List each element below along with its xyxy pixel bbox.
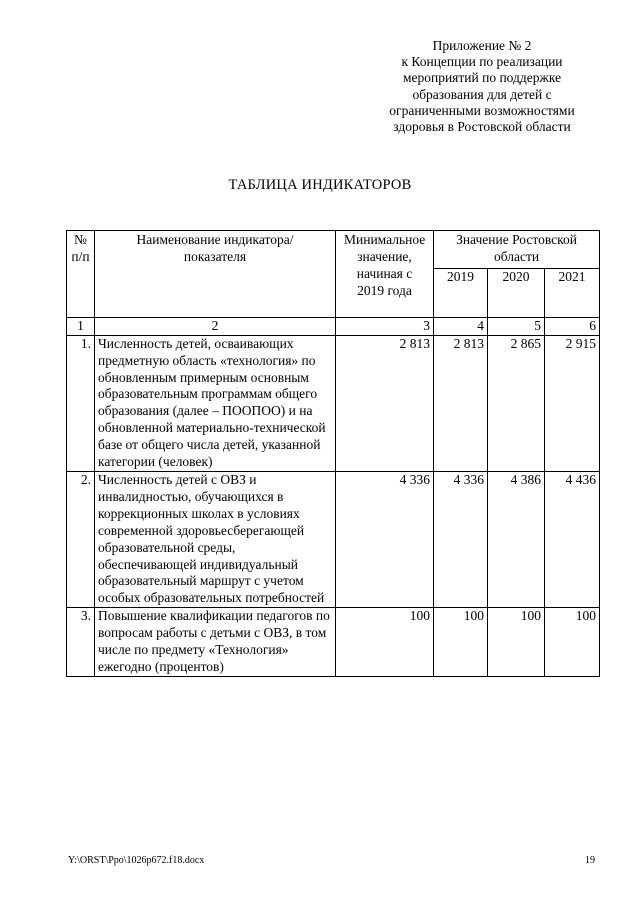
value-2020: 100 (488, 608, 545, 677)
row-number: 1. (67, 335, 95, 471)
table-row (67, 335, 600, 471)
min-value: 4 336 (336, 471, 434, 607)
value-2021: 2 915 (545, 335, 600, 471)
header-year-2019: 2019 (434, 268, 488, 317)
table-row (67, 471, 600, 607)
header-min: Минимальное значение, начиная с 2019 года (336, 231, 434, 318)
annex-line: образования для детей с (412, 86, 552, 102)
value-2021: 100 (545, 608, 600, 677)
value-2019: 4 336 (434, 471, 488, 607)
col-number: 3 (336, 317, 434, 335)
header-num: № п/п (67, 231, 95, 318)
col-number: 2 (95, 317, 336, 335)
indicators-table (66, 230, 600, 677)
header-year-2020: 2020 (488, 268, 545, 317)
col-number: 6 (545, 317, 600, 335)
annex-line: здоровья в Ростовской области (393, 119, 571, 135)
file-path: Y:\ORST\Ppo\1026p672.f18.docx (68, 855, 205, 866)
header-name: Наименование индикатора/ показателя (95, 231, 336, 318)
row-number: 3. (67, 608, 95, 677)
table-row (67, 608, 600, 677)
col-number: 4 (434, 317, 488, 335)
row-number: 2. (67, 471, 95, 607)
annex-line: ограниченными возможностями (389, 102, 575, 118)
value-2021: 4 436 (545, 471, 600, 607)
header-region: Значение Ростовской области (434, 231, 600, 269)
value-2020: 4 386 (488, 471, 545, 607)
header-year-2021: 2021 (545, 268, 600, 317)
value-2019: 100 (434, 608, 488, 677)
col-number: 5 (488, 317, 545, 335)
header-row (67, 231, 600, 269)
annex-heading (362, 38, 602, 135)
annex-line: к Концепции по реализации (401, 54, 563, 70)
col-number: 1 (67, 317, 95, 335)
indicator-name: Численность детей с ОВЗ и инвалидностью, обучающихся в коррекционных школах в условиях современной здоровьесберегающей образовательной среды, обеспечивающей индивидуальный образовательный маршрут с учетом особых образовательных потребностей (95, 471, 336, 607)
value-2019: 2 813 (434, 335, 488, 471)
column-numbers-row (67, 317, 600, 335)
page-number: 19 (585, 855, 595, 866)
indicator-name: Повышение квалификации педагогов по вопросам работы с детьми с ОВЗ, в том числе по предмету «Технология» ежегодно (процентов) (95, 608, 336, 677)
page-title: ТАБЛИЦА ИНДИКАТОРОВ (228, 177, 412, 193)
indicator-name: Численность детей, осваивающих предметную область «технология» по обновленным примерным основным образовательным программам общего образования (далее – ПООПОО) и на обновленной материально-технической базе от общего числа детей, указанной категории (человек) (95, 335, 336, 471)
min-value: 100 (336, 608, 434, 677)
annex-line: мероприятий по поддержке (402, 70, 562, 86)
annex-line: Приложение № 2 (432, 38, 532, 53)
min-value: 2 813 (336, 335, 434, 471)
value-2020: 2 865 (488, 335, 545, 471)
